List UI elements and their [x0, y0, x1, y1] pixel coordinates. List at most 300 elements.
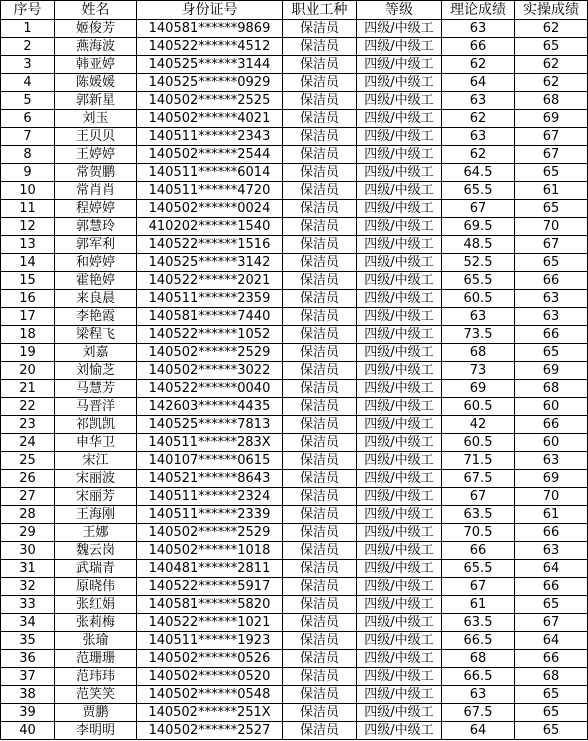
header-practical-score: 实操成绩 [515, 1, 588, 20]
table-row [1, 686, 588, 704]
cell-name: 陈媛媛 [55, 74, 137, 92]
cell-index: 32 [1, 578, 55, 596]
cell-index: 40 [1, 722, 55, 740]
cell-name: 马慧芳 [55, 380, 137, 398]
table-row [1, 470, 588, 488]
cell-practical-score: 63 [515, 452, 588, 470]
table-row [1, 398, 588, 416]
cell-level: 四级/中级工 [357, 668, 442, 686]
cell-id-number: 140522******0040 [137, 380, 283, 398]
cell-occupation: 保洁员 [283, 470, 357, 488]
cell-occupation: 保洁员 [283, 632, 357, 650]
cell-index: 31 [1, 560, 55, 578]
cell-occupation: 保洁员 [283, 38, 357, 56]
cell-level: 四级/中级工 [357, 344, 442, 362]
cell-level: 四级/中级工 [357, 218, 442, 236]
cell-name: 王海刚 [55, 506, 137, 524]
cell-theory-score: 70.5 [442, 524, 515, 542]
cell-index: 16 [1, 290, 55, 308]
cell-theory-score: 66 [442, 542, 515, 560]
cell-theory-score: 65.5 [442, 272, 515, 290]
table-row [1, 92, 588, 110]
cell-occupation: 保洁员 [283, 326, 357, 344]
cell-occupation: 保洁员 [283, 704, 357, 722]
cell-occupation: 保洁员 [283, 506, 357, 524]
cell-theory-score: 73 [442, 362, 515, 380]
cell-index: 23 [1, 416, 55, 434]
cell-id-number: 140511******2359 [137, 290, 283, 308]
cell-practical-score: 66 [515, 650, 588, 668]
cell-index: 26 [1, 470, 55, 488]
cell-theory-score: 65.5 [442, 182, 515, 200]
cell-index: 24 [1, 434, 55, 452]
cell-index: 34 [1, 614, 55, 632]
table-row [1, 542, 588, 560]
table-row [1, 56, 588, 74]
cell-index: 20 [1, 362, 55, 380]
cell-occupation: 保洁员 [283, 92, 357, 110]
cell-theory-score: 63 [442, 92, 515, 110]
cell-name: 宋丽波 [55, 470, 137, 488]
cell-occupation: 保洁员 [283, 578, 357, 596]
cell-index: 9 [1, 164, 55, 182]
cell-theory-score: 63.5 [442, 614, 515, 632]
cell-theory-score: 67 [442, 488, 515, 506]
table-row [1, 488, 588, 506]
table-row [1, 164, 588, 182]
cell-level: 四级/中级工 [357, 578, 442, 596]
cell-theory-score: 67.5 [442, 704, 515, 722]
cell-name: 程婷婷 [55, 200, 137, 218]
cell-name: 韩亚婷 [55, 56, 137, 74]
cell-name: 来良晨 [55, 290, 137, 308]
cell-index: 11 [1, 200, 55, 218]
cell-name: 郭军利 [55, 236, 137, 254]
cell-name: 王婷婷 [55, 146, 137, 164]
cell-name: 张莉梅 [55, 614, 137, 632]
cell-theory-score: 42 [442, 416, 515, 434]
cell-theory-score: 67 [442, 578, 515, 596]
cell-level: 四级/中级工 [357, 506, 442, 524]
cell-name: 常贺鹏 [55, 164, 137, 182]
cell-name: 王娜 [55, 524, 137, 542]
cell-id-number: 140525******3142 [137, 254, 283, 272]
cell-name: 郭慧玲 [55, 218, 137, 236]
cell-occupation: 保洁员 [283, 308, 357, 326]
table-row [1, 272, 588, 290]
cell-practical-score: 62 [515, 74, 588, 92]
cell-occupation: 保洁员 [283, 560, 357, 578]
cell-occupation: 保洁员 [283, 542, 357, 560]
cell-id-number: 142603******4435 [137, 398, 283, 416]
table-row [1, 632, 588, 650]
cell-id-number: 410202******1540 [137, 218, 283, 236]
header-occupation: 职业工种 [283, 1, 357, 20]
cell-theory-score: 68 [442, 344, 515, 362]
cell-practical-score: 63 [515, 542, 588, 560]
table-row [1, 200, 588, 218]
cell-level: 四级/中级工 [357, 92, 442, 110]
cell-level: 四级/中级工 [357, 650, 442, 668]
cell-practical-score: 66 [515, 524, 588, 542]
table-row [1, 704, 588, 722]
cell-level: 四级/中级工 [357, 128, 442, 146]
cell-id-number: 140522******2021 [137, 272, 283, 290]
cell-occupation: 保洁员 [283, 398, 357, 416]
cell-occupation: 保洁员 [283, 74, 357, 92]
cell-level: 四级/中级工 [357, 452, 442, 470]
cell-level: 四级/中级工 [357, 38, 442, 56]
cell-index: 36 [1, 650, 55, 668]
table-row [1, 416, 588, 434]
cell-id-number: 140107******0615 [137, 452, 283, 470]
cell-practical-score: 68 [515, 668, 588, 686]
cell-occupation: 保洁员 [283, 272, 357, 290]
cell-theory-score: 67 [442, 200, 515, 218]
cell-name: 张瑜 [55, 632, 137, 650]
header-level: 等级 [357, 1, 442, 20]
cell-practical-score: 65 [515, 254, 588, 272]
table-row [1, 254, 588, 272]
cell-id-number: 140511******4720 [137, 182, 283, 200]
cell-name: 范珊珊 [55, 650, 137, 668]
cell-id-number: 140502******3022 [137, 362, 283, 380]
cell-practical-score: 68 [515, 380, 588, 398]
cell-index: 28 [1, 506, 55, 524]
table-row [1, 614, 588, 632]
table-row [1, 380, 588, 398]
table-row [1, 20, 588, 38]
table-row [1, 362, 588, 380]
cell-id-number: 140511******2343 [137, 128, 283, 146]
cell-id-number: 140521******8643 [137, 470, 283, 488]
header-name: 姓名 [55, 1, 137, 20]
cell-index: 17 [1, 308, 55, 326]
cell-practical-score: 67 [515, 614, 588, 632]
cell-occupation: 保洁员 [283, 20, 357, 38]
cell-level: 四级/中级工 [357, 686, 442, 704]
cell-occupation: 保洁员 [283, 254, 357, 272]
cell-practical-score: 67 [515, 146, 588, 164]
cell-level: 四级/中级工 [357, 524, 442, 542]
cell-name: 魏云岗 [55, 542, 137, 560]
cell-id-number: 140581******9869 [137, 20, 283, 38]
cell-practical-score: 65 [515, 38, 588, 56]
cell-level: 四级/中级工 [357, 704, 442, 722]
cell-practical-score: 69 [515, 362, 588, 380]
cell-level: 四级/中级工 [357, 542, 442, 560]
table-body [1, 20, 588, 740]
cell-occupation: 保洁员 [283, 344, 357, 362]
cell-occupation: 保洁员 [283, 596, 357, 614]
table-row [1, 308, 588, 326]
cell-level: 四级/中级工 [357, 470, 442, 488]
cell-id-number: 140511******6014 [137, 164, 283, 182]
cell-occupation: 保洁员 [283, 362, 357, 380]
table-row [1, 326, 588, 344]
cell-practical-score: 66 [515, 272, 588, 290]
cell-name: 姬俊芳 [55, 20, 137, 38]
table-row [1, 578, 588, 596]
cell-index: 33 [1, 596, 55, 614]
cell-id-number: 140511******1923 [137, 632, 283, 650]
cell-id-number: 140525******0929 [137, 74, 283, 92]
cell-theory-score: 63 [442, 686, 515, 704]
cell-practical-score: 66 [515, 416, 588, 434]
table-row [1, 128, 588, 146]
cell-theory-score: 66.5 [442, 668, 515, 686]
cell-id-number: 140525******3144 [137, 56, 283, 74]
cell-occupation: 保洁员 [283, 488, 357, 506]
cell-name: 王贝贝 [55, 128, 137, 146]
cell-id-number: 140502******4021 [137, 110, 283, 128]
cell-index: 30 [1, 542, 55, 560]
cell-id-number: 140502******2527 [137, 722, 283, 740]
cell-occupation: 保洁员 [283, 218, 357, 236]
cell-theory-score: 60.5 [442, 290, 515, 308]
cell-occupation: 保洁员 [283, 668, 357, 686]
header-row [1, 1, 588, 20]
cell-occupation: 保洁员 [283, 524, 357, 542]
cell-index: 1 [1, 20, 55, 38]
cell-theory-score: 63 [442, 308, 515, 326]
cell-index: 27 [1, 488, 55, 506]
table-row [1, 596, 588, 614]
cell-theory-score: 67.5 [442, 470, 515, 488]
cell-practical-score: 65 [515, 686, 588, 704]
cell-occupation: 保洁员 [283, 56, 357, 74]
cell-practical-score: 65 [515, 200, 588, 218]
cell-occupation: 保洁员 [283, 452, 357, 470]
cell-name: 梁程飞 [55, 326, 137, 344]
cell-name: 武瑞青 [55, 560, 137, 578]
cell-occupation: 保洁员 [283, 200, 357, 218]
cell-practical-score: 65 [515, 722, 588, 740]
cell-name: 燕海波 [55, 38, 137, 56]
cell-theory-score: 48.5 [442, 236, 515, 254]
cell-id-number: 140522******1021 [137, 614, 283, 632]
cell-theory-score: 64 [442, 74, 515, 92]
cell-practical-score: 64 [515, 560, 588, 578]
cell-level: 四级/中级工 [357, 182, 442, 200]
cell-occupation: 保洁员 [283, 686, 357, 704]
cell-id-number: 140511******283X [137, 434, 283, 452]
cell-index: 38 [1, 686, 55, 704]
cell-name: 刘愉芝 [55, 362, 137, 380]
cell-practical-score: 65 [515, 164, 588, 182]
cell-name: 张红娟 [55, 596, 137, 614]
cell-theory-score: 73.5 [442, 326, 515, 344]
cell-name: 宋丽芳 [55, 488, 137, 506]
table-row [1, 650, 588, 668]
cell-index: 37 [1, 668, 55, 686]
cell-level: 四级/中级工 [357, 632, 442, 650]
cell-practical-score: 62 [515, 56, 588, 74]
cell-name: 郭新星 [55, 92, 137, 110]
cell-index: 22 [1, 398, 55, 416]
table-row [1, 668, 588, 686]
cell-level: 四级/中级工 [357, 110, 442, 128]
table-row [1, 434, 588, 452]
cell-theory-score: 68 [442, 650, 515, 668]
cell-index: 35 [1, 632, 55, 650]
cell-level: 四级/中级工 [357, 74, 442, 92]
cell-name: 马晋洋 [55, 398, 137, 416]
cell-id-number: 140511******2324 [137, 488, 283, 506]
cell-id-number: 140522******1052 [137, 326, 283, 344]
cell-practical-score: 69 [515, 110, 588, 128]
cell-name: 李明明 [55, 722, 137, 740]
cell-name: 原晓伟 [55, 578, 137, 596]
cell-id-number: 140502******2525 [137, 92, 283, 110]
cell-theory-score: 66.5 [442, 632, 515, 650]
cell-level: 四级/中级工 [357, 308, 442, 326]
cell-practical-score: 61 [515, 182, 588, 200]
table-row [1, 524, 588, 542]
cell-level: 四级/中级工 [357, 236, 442, 254]
cell-level: 四级/中级工 [357, 20, 442, 38]
cell-practical-score: 64 [515, 632, 588, 650]
cell-theory-score: 60.5 [442, 434, 515, 452]
cell-id-number: 140502******2529 [137, 344, 283, 362]
cell-level: 四级/中级工 [357, 614, 442, 632]
cell-occupation: 保洁员 [283, 182, 357, 200]
cell-theory-score: 60.5 [442, 398, 515, 416]
cell-occupation: 保洁员 [283, 290, 357, 308]
cell-level: 四级/中级工 [357, 290, 442, 308]
cell-theory-score: 71.5 [442, 452, 515, 470]
cell-level: 四级/中级工 [357, 488, 442, 506]
cell-index: 19 [1, 344, 55, 362]
table-row [1, 146, 588, 164]
cell-index: 39 [1, 704, 55, 722]
cell-theory-score: 64 [442, 722, 515, 740]
cell-practical-score: 63 [515, 290, 588, 308]
table-row [1, 38, 588, 56]
cell-index: 5 [1, 92, 55, 110]
table-row [1, 236, 588, 254]
cell-name: 常肖肖 [55, 182, 137, 200]
header-theory-score: 理论成绩 [442, 1, 515, 20]
cell-occupation: 保洁员 [283, 434, 357, 452]
cell-name: 申华卫 [55, 434, 137, 452]
cell-level: 四级/中级工 [357, 434, 442, 452]
cell-id-number: 140581******5820 [137, 596, 283, 614]
cell-occupation: 保洁员 [283, 236, 357, 254]
cell-index: 3 [1, 56, 55, 74]
cell-level: 四级/中级工 [357, 146, 442, 164]
cell-id-number: 140581******7440 [137, 308, 283, 326]
cell-theory-score: 69.5 [442, 218, 515, 236]
cell-index: 14 [1, 254, 55, 272]
table-row [1, 722, 588, 740]
cell-theory-score: 63 [442, 20, 515, 38]
table-row [1, 344, 588, 362]
cell-level: 四级/中级工 [357, 254, 442, 272]
cell-id-number: 140502******0520 [137, 668, 283, 686]
cell-name: 祁凯凯 [55, 416, 137, 434]
cell-name: 和婷婷 [55, 254, 137, 272]
cell-id-number: 140525******7813 [137, 416, 283, 434]
cell-level: 四级/中级工 [357, 398, 442, 416]
cell-occupation: 保洁员 [283, 146, 357, 164]
cell-theory-score: 66 [442, 38, 515, 56]
cell-practical-score: 68 [515, 92, 588, 110]
cell-occupation: 保洁员 [283, 164, 357, 182]
cell-occupation: 保洁员 [283, 650, 357, 668]
cell-practical-score: 62 [515, 20, 588, 38]
cell-occupation: 保洁员 [283, 128, 357, 146]
cell-id-number: 140511******2339 [137, 506, 283, 524]
cell-index: 13 [1, 236, 55, 254]
cell-practical-score: 70 [515, 218, 588, 236]
cell-level: 四级/中级工 [357, 56, 442, 74]
cell-practical-score: 67 [515, 128, 588, 146]
cell-theory-score: 69 [442, 380, 515, 398]
cell-id-number: 140502******251X [137, 704, 283, 722]
cell-level: 四级/中级工 [357, 596, 442, 614]
table-row [1, 560, 588, 578]
cell-practical-score: 65 [515, 344, 588, 362]
cell-theory-score: 52.5 [442, 254, 515, 272]
cell-practical-score: 70 [515, 488, 588, 506]
cell-name: 范玮玮 [55, 668, 137, 686]
cell-practical-score: 65 [515, 704, 588, 722]
cell-occupation: 保洁员 [283, 416, 357, 434]
cell-index: 12 [1, 218, 55, 236]
cell-index: 15 [1, 272, 55, 290]
cell-index: 10 [1, 182, 55, 200]
cell-id-number: 140522******1516 [137, 236, 283, 254]
cell-index: 4 [1, 74, 55, 92]
table-row [1, 218, 588, 236]
cell-level: 四级/中级工 [357, 722, 442, 740]
cell-id-number: 140502******0548 [137, 686, 283, 704]
cell-theory-score: 62 [442, 56, 515, 74]
table-row [1, 74, 588, 92]
cell-practical-score: 69 [515, 470, 588, 488]
cell-name: 刘玉 [55, 110, 137, 128]
cell-occupation: 保洁员 [283, 614, 357, 632]
cell-id-number: 140502******0526 [137, 650, 283, 668]
cell-practical-score: 60 [515, 398, 588, 416]
cell-index: 6 [1, 110, 55, 128]
cell-index: 7 [1, 128, 55, 146]
cell-practical-score: 66 [515, 578, 588, 596]
cell-index: 8 [1, 146, 55, 164]
cell-level: 四级/中级工 [357, 416, 442, 434]
cell-index: 18 [1, 326, 55, 344]
header-index: 序号 [1, 1, 55, 20]
cell-theory-score: 61 [442, 596, 515, 614]
cell-theory-score: 63 [442, 128, 515, 146]
cell-theory-score: 65.5 [442, 560, 515, 578]
cell-index: 25 [1, 452, 55, 470]
table-row [1, 506, 588, 524]
table-row [1, 452, 588, 470]
cell-name: 宋江 [55, 452, 137, 470]
table-row [1, 182, 588, 200]
cell-name: 刘嘉 [55, 344, 137, 362]
cell-level: 四级/中级工 [357, 380, 442, 398]
cell-id-number: 140502******2544 [137, 146, 283, 164]
table-row [1, 110, 588, 128]
cell-level: 四级/中级工 [357, 362, 442, 380]
cell-name: 李艳霞 [55, 308, 137, 326]
cell-practical-score: 67 [515, 236, 588, 254]
cell-theory-score: 62 [442, 146, 515, 164]
cell-practical-score: 65 [515, 596, 588, 614]
